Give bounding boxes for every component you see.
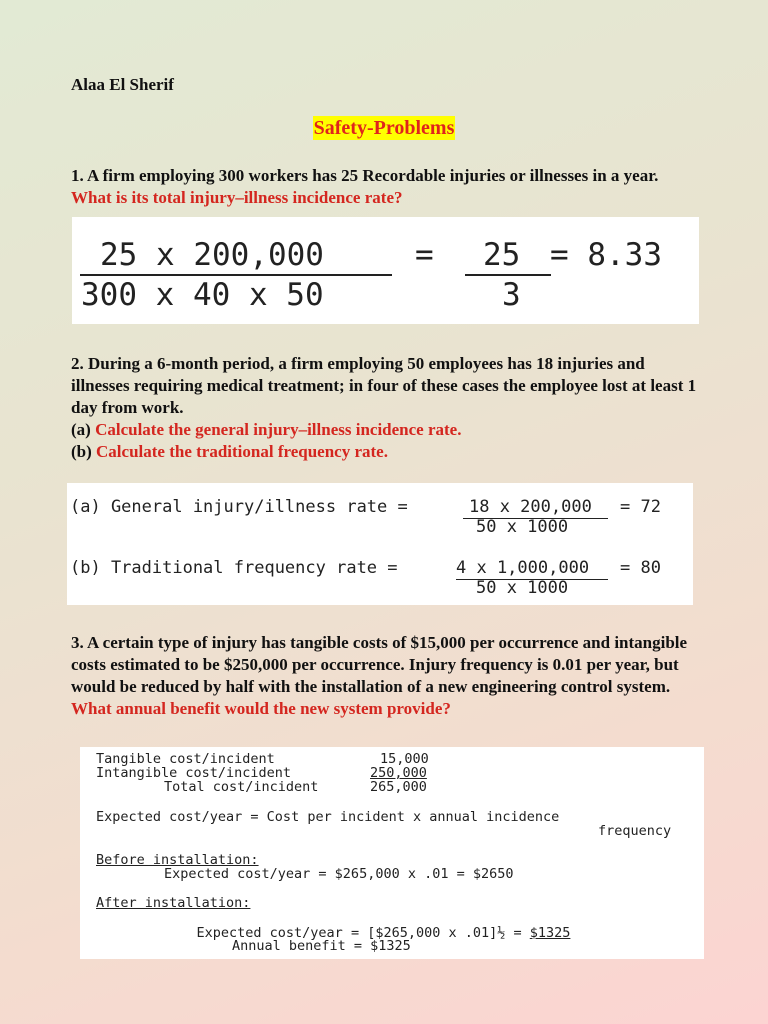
figure-1 <box>72 217 699 324</box>
fig1-result: = 8.33 <box>550 237 662 273</box>
fig1-numerator: 25 x 200,000 <box>100 237 324 273</box>
fig2-b-numerator: 4 x 1,000,000 <box>456 558 590 578</box>
fig1-denominator-2: 3 <box>502 277 521 313</box>
fig3-before-calc: Expected cost/year = $265,000 x .01 = $2650 <box>164 866 514 882</box>
fig1-denominator: 300 x 40 x 50 <box>81 277 324 313</box>
question-2-text: 2. During a 6-month period, a firm employing 50 employees has 18 injuries and illnesses requiring medical treatment; in four of these cases the employee lost at least 1 day from work. <box>71 354 697 417</box>
question-2a-ask: Calculate the general injury–illness incidence rate. <box>95 420 462 439</box>
fig3-after-heading: After installation: <box>96 895 251 911</box>
fig3-after-calc: Expected cost/year = [$265,000 x .01]½ = <box>196 925 530 941</box>
fig2-a-result: = 72 <box>620 497 661 517</box>
question-3-text: 3. A certain type of injury has tangible costs of $15,000 per occurrence and intangible costs estimated to be $250,000 per occurrence. Injury frequency is 0.01 per year, but would be reduced by half with the installation of a new engineering control system. <box>71 633 688 696</box>
fig3-after-result: $1325 <box>529 925 571 941</box>
page-title: Safety-Problems <box>313 117 455 139</box>
fig2-b-denominator: 50 x 1000 <box>476 578 569 598</box>
fig3-tangible-value: 15,000 <box>380 751 429 767</box>
fig1-numerator-2: 25 <box>483 237 521 273</box>
fig2-a-denominator: 50 x 1000 <box>476 517 569 537</box>
fig3-frequency: frequency <box>598 823 672 839</box>
fig3-before-heading: Before installation: <box>96 852 259 868</box>
fig3-intangible-label: Intangible cost/incident <box>96 765 292 781</box>
question-3-ask: What annual benefit would the new system provide? <box>71 699 451 718</box>
fig2-a-numerator: 18 x 200,000 <box>469 497 592 517</box>
question-2a-label: (a) <box>71 420 91 439</box>
fig2-b-label: (b) Traditional frequency rate = <box>70 558 398 578</box>
fig2-b-result: = 80 <box>620 558 661 578</box>
question-3 <box>71 632 701 720</box>
fig3-tangible-label: Tangible cost/incident <box>96 751 275 767</box>
fig3-annual-benefit: Annual benefit = $1325 <box>232 938 411 954</box>
figure-3 <box>80 747 704 959</box>
author-name: Alaa El Sherif <box>71 75 174 94</box>
page-title-wrap <box>0 117 768 140</box>
figure-2 <box>67 483 693 605</box>
fig1-fraction-line <box>80 274 392 276</box>
fig1-fraction-line-2 <box>465 274 551 276</box>
fig3-total-label: Total cost/incident <box>164 779 319 795</box>
question-2 <box>71 353 701 463</box>
question-2b-ask: Calculate the traditional frequency rate. <box>96 442 388 461</box>
fig3-expected-formula: Expected cost/year = Cost per incident x annual incidence <box>96 809 560 825</box>
fig2-a-label: (a) General injury/illness rate = <box>70 497 408 517</box>
question-1-text: 1. A firm employing 300 workers has 25 Recordable injuries or illnesses in a year. <box>71 166 659 185</box>
fig1-equals: = <box>415 237 434 273</box>
question-1 <box>71 165 701 209</box>
fig3-intangible-value: 250,000 <box>370 765 427 781</box>
question-2b-label: (b) <box>71 442 92 461</box>
fig3-total-value: 265,000 <box>370 779 427 795</box>
question-1-ask: What is its total injury–illness incidence rate? <box>71 188 403 207</box>
